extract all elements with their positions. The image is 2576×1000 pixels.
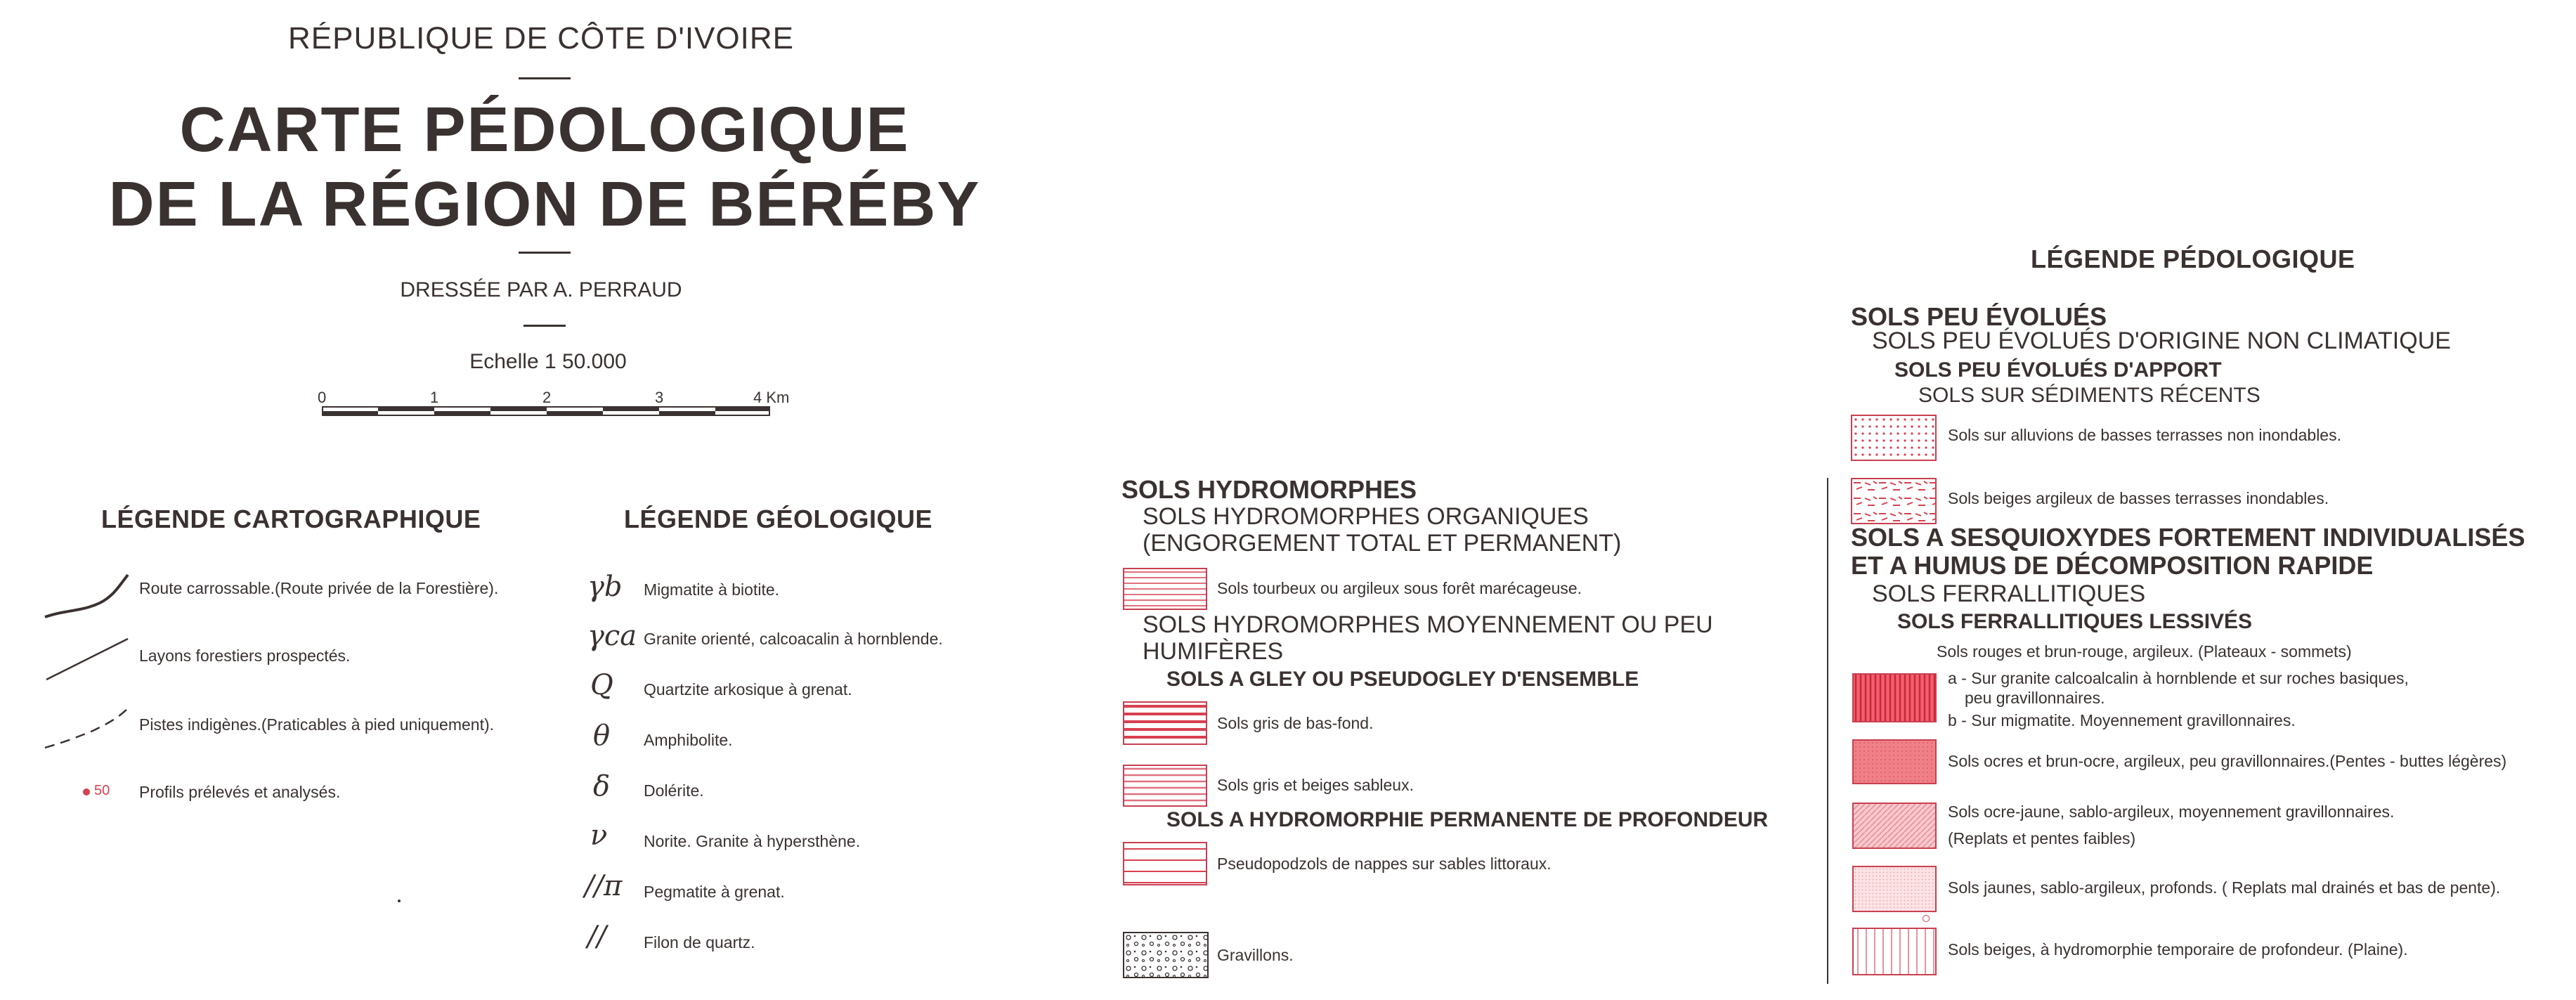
swatch-pseudopodzols [1123,842,1207,885]
legend-item-layons: Layons forestiers prospectés. [139,647,351,665]
pedo-item-rouges-a: a - Sur granite calcoalcalin à hornblende et sur roches basiques, [1948,669,2409,687]
heading-sesquioxydes-2: ET A HUMUS DE DÉCOMPOSITION RAPIDE [1851,551,2374,580]
road-symbol [44,568,135,624]
swatch-ocres [1852,739,1937,784]
author-credit: DRESSÉE PAR A. PERRAUD [400,278,682,301]
scale-tick: 2 [542,389,552,406]
header-divider [523,325,566,327]
pedo-item-rouges-a2: peu gravillonnaires. [1965,689,2105,707]
pedo-item-ocre-jaune: Sols ocre-jaune, sablo-argileux, moyennement gravillonnaires. [1948,803,2395,821]
profil-number: 50 [94,783,110,798]
swatch-gravillons [1123,932,1209,978]
scale-tick: 3 [655,389,664,406]
geology-item-migmatite: Migmatite à biotite. [644,580,780,599]
heading-hydro-moyennement: SOLS HYDROMORPHES MOYENNEMENT OU PEU [1143,611,1713,638]
geology-symbol: θ [593,720,611,752]
pedo-item-beiges-hydro: Sols beiges, à hydromorphie temporaire de profondeur. (Plaine). [1948,940,2408,959]
geology-symbol: Q [590,669,613,701]
republic-heading: RÉPUBLIQUE DE CÔTE D'IVOIRE [288,21,794,56]
legende-geologique-title: LÉGENDE GÉOLOGIQUE [624,505,933,533]
geology-symbol: ν [590,819,608,852]
header-divider [519,252,571,254]
small-circle-mark [1923,915,1930,922]
geology-symbol: //π [585,870,623,902]
header-divider [519,77,571,79]
heading-engorgement: (ENGORGEMENT TOTAL ET PERMANENT) [1143,530,1622,557]
heading-ferrallitiques: SOLS FERRALLITIQUES [1872,580,2146,607]
piste-symbol [44,701,135,754]
swatch-rouges [1852,673,1937,722]
swatch-gris-bas-fond [1123,701,1207,745]
pedo-item-rouges-b: b - Sur migmatite. Moyennement gravillonnaires. [1948,711,2296,729]
geology-item-quartzite: Quartzite arkosique à grenat. [644,680,852,699]
swatch-beiges-hydro [1852,928,1937,975]
geology-symbol: γb [587,571,623,603]
heading-sesquioxydes-1: SOLS A SESQUIOXYDES FORTEMENT INDIVIDUALISÉS [1851,523,2525,552]
vertical-divider [1827,478,1828,984]
pedo-item-gris-bas-fond: Sols gris de bas-fond. [1217,714,1374,732]
legende-cartographique-title: LÉGENDE CARTOGRAPHIQUE [101,505,481,533]
heading-sediments: SOLS SUR SÉDIMENTS RÉCENTS [1918,384,2260,407]
scale-label: Echelle 1 50.000 [469,350,627,373]
pedo-item-gravillons: Gravillons. [1217,946,1294,964]
pedo-item-gris-beiges: Sols gris et beiges sableux. [1217,776,1414,794]
swatch-jaunes [1852,866,1937,912]
pedo-item-pseudopodzols: Pseudopodzols de nappes sur sables littoraux. [1217,855,1552,873]
heading-humiferes: HUMIFÈRES [1143,638,1284,665]
geology-symbol: // [587,921,606,953]
geology-item-filon: Filon de quartz. [644,933,755,952]
pedo-item-ocre-jaune-2: (Replats et pentes faibles) [1948,829,2136,848]
geology-symbol: γca [587,620,637,652]
geology-item-dolerite: Dolérite. [644,781,704,800]
pedo-item-beiges-argileux: Sols beiges argileux de basses terrasses inondables. [1948,489,2329,507]
profil-dot-icon [83,788,90,796]
pedo-item-ocres: Sols ocres et brun-ocre, argileux, peu gravillonnaires.(Pentes - buttes légères) [1948,752,2507,770]
heading-peu-evolues: SOLS PEU ÉVOLUÉS [1851,302,2107,331]
swatch-ocre-jaune [1852,803,1937,849]
geology-item-amphibolite: Amphibolite. [644,731,733,749]
geology-item-norite: Norite. Granite à hypersthène. [644,832,861,850]
swatch-gris-beiges [1123,765,1207,807]
pedo-item-rouges: Sols rouges et brun-rouge, argileux. (Plateaux - sommets) [1937,642,2352,661]
heading-apport: SOLS PEU ÉVOLUÉS D'APPORT [1894,358,2222,382]
heading-sols-hydromorphes: SOLS HYDROMORPHES [1121,475,1417,504]
legend-item-pistes: Pistes indigènes.(Praticables à pied uniquement). [139,715,495,734]
pedo-item-alluvions: Sols sur alluvions de basses terrasses non inondables. [1948,426,2341,444]
scale-tick: 4 Km [753,389,790,406]
heading-non-climatique: SOLS PEU ÉVOLUÉS D'ORIGINE NON CLIMATIQUE [1872,327,2451,354]
swatch-tourbeux [1123,568,1207,610]
layon-symbol [44,636,135,685]
swatch-beiges-argileux [1851,478,1937,524]
geology-item-granite: Granite orienté, calcoacalin à hornblende. [644,630,943,648]
pedo-item-tourbeux: Sols tourbeux ou argileux sous forêt marécageuse. [1217,579,1582,597]
swatch-alluvions [1851,415,1937,461]
pedo-item-jaunes: Sols jaunes, sablo-argileux, profonds. ( Replats mal drainés et bas de pente). [1948,878,2501,897]
heading-hydromorphie-permanente: SOLS A HYDROMORPHIE PERMANENTE DE PROFONDEUR [1166,808,1769,831]
geology-item-pegmatite: Pegmatite à grenat. [644,883,785,901]
geology-symbol: δ [593,770,611,803]
legende-pedologique-title: LÉGENDE PÉDOLOGIQUE [2031,245,2355,273]
scale-bar [322,405,772,420]
speck [398,900,401,902]
map-title-line2: DE LA RÉGION DE BÉRÉBY [108,169,981,240]
scale-tick: 0 [318,389,327,406]
legend-item-profils: Profils prélevés et analysés. [139,783,341,801]
map-title-line1: CARTE PÉDOLOGIQUE [179,95,910,165]
scale-tick: 1 [430,389,439,406]
heading-lessives: SOLS FERRALLITIQUES LESSIVÉS [1897,610,2253,633]
heading-hydro-organiques: SOLS HYDROMORPHES ORGANIQUES [1143,503,1589,530]
heading-gley: SOLS A GLEY OU PSEUDOGLEY D'ENSEMBLE [1166,668,1639,691]
legend-item-route: Route carrossable.(Route privée de la Forestière). [139,579,499,597]
